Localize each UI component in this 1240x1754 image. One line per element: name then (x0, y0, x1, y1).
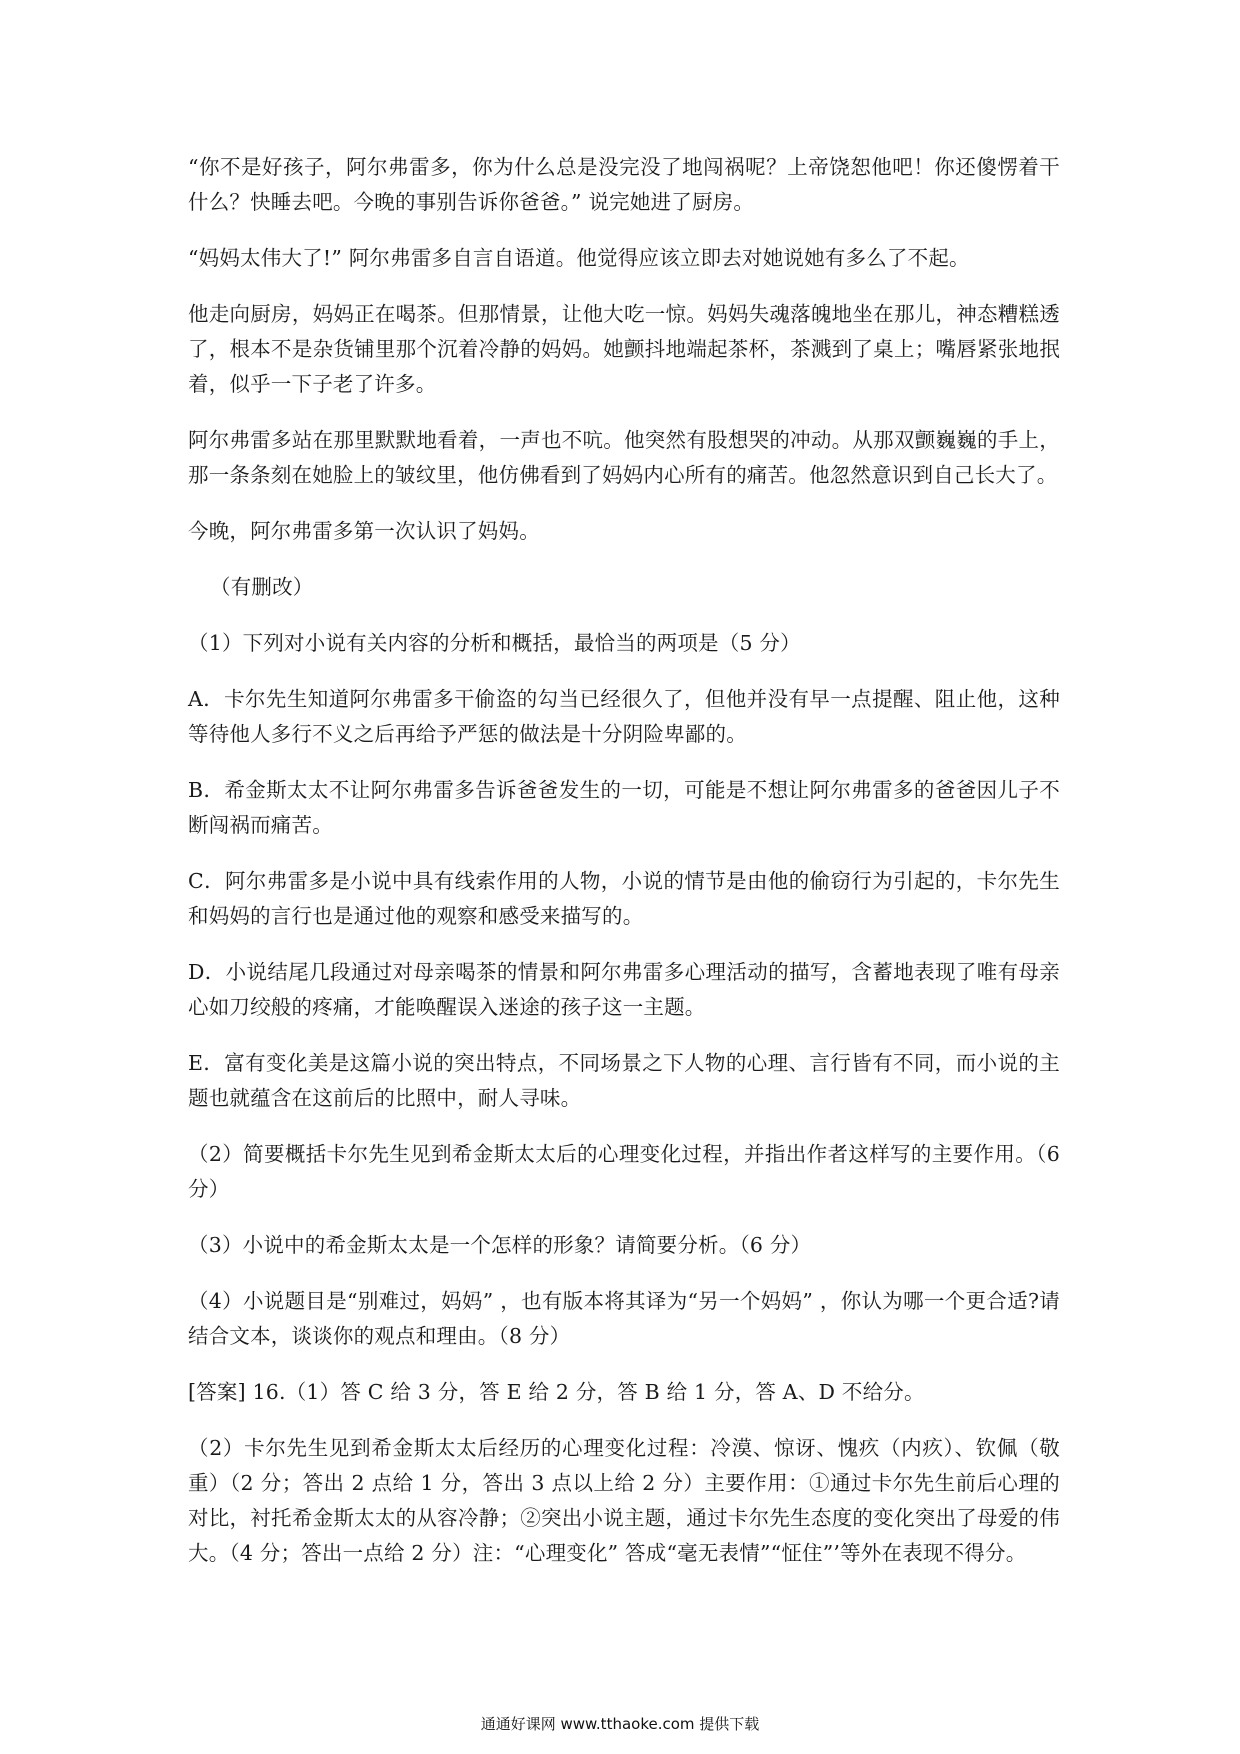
story-paragraph: 阿尔弗雷多站在那里默默地看着，一声也不吭。他突然有股想哭的冲动。从那双颤巍巍的手上，那一条条刻在她脸上的皱纹里，他仿佛看到了妈妈内心所有的痛苦。他忽然意识到自己长大了。 (188, 428, 1060, 487)
answer-1: [答案] 16.（1）答 C 给 3 分，答 E 给 2 分，答 B 给 1 分，答 A、D 不给分。 (188, 1380, 925, 1404)
story-paragraph: “妈妈太伟大了!” 阿尔弗雷多自言自语道。他觉得应该立即去对她说她有多么了不起。 (188, 246, 970, 270)
question-1: （1）下列对小说有关内容的分析和概括，最恰当的两项是（5 分） (188, 631, 801, 655)
document-body (188, 150, 1060, 1592)
page-footer: 通通好课网 www.tthaoke.com 提供下载 (480, 1715, 760, 1733)
question-4: （4）小说题目是“别难过，妈妈” ，也有版本将其译为“另一个妈妈” ，你认为哪一个更合适?请结合文本，谈谈你的观点和理由。（8 分） (188, 1289, 1060, 1348)
answer-2: （2）卡尔先生见到希金斯太太后经历的心理变化过程：冷漠、惊讶、愧疚（内疚）、钦佩（敬重）（2 分；答出 2 点给 1 分，答出 3 点以上给 2 分）主要作用：①通过卡尔先生前后心理的对比，衬托希金斯太太的从容冷静；②突出小说主题，通过卡尔先生态度的变化突出了母爱的伟大。（4 分；答出一点给 2 分）注：“心理变化” 答成“毫无表情”“怔住”’等外在表现不得分。 (188, 1436, 1060, 1565)
story-paragraph: 他走向厨房，妈妈正在喝茶。但那情景，让他大吃一惊。妈妈失魂落魄地坐在那儿，神态糟糕透了，根本不是杂货铺里那个沉着冷静的妈妈。她颤抖地端起茶杯，茶溅到了桌上；嘴唇紧张地抿着，似乎一下子老了许多。 (188, 302, 1060, 396)
option-e: E．富有变化美是这篇小说的突出特点，不同场景之下人物的心理、言行皆有不同，而小说的主题也就蕴含在这前后的比照中，耐人寻味。 (188, 1051, 1060, 1110)
option-b: B．希金斯太太不让阿尔弗雷多告诉爸爸发生的一切，可能是不想让阿尔弗雷多的爸爸因儿子不断闯祸而痛苦。 (188, 778, 1060, 837)
option-c: C．阿尔弗雷多是小说中具有线索作用的人物，小说的情节是由他的偷窃行为引起的，卡尔先生和妈妈的言行也是通过他的观察和感受来描写的。 (188, 869, 1060, 928)
story-paragraph: 今晚，阿尔弗雷多第一次认识了妈妈。 (188, 519, 540, 543)
edit-note: （有删改） (210, 575, 314, 599)
story-paragraph: “你不是好孩子，阿尔弗雷多，你为什么总是没完没了地闯祸呢？上帝饶恕他吧！你还傻愣着干什么？快睡去吧。今晚的事别告诉你爸爸。” 说完她进了厨房。 (188, 155, 1060, 214)
option-d: D．小说结尾几段通过对母亲喝茶的情景和阿尔弗雷多心理活动的描写，含蓄地表现了唯有母亲心如刀绞般的疼痛，才能唤醒误入迷途的孩子这一主题。 (188, 960, 1060, 1019)
question-3: （3）小说中的希金斯太太是一个怎样的形象？请简要分析。（6 分） (188, 1233, 812, 1257)
question-2: （2）简要概括卡尔先生见到希金斯太太后的心理变化过程，并指出作者这样写的主要作用。（6 分） (188, 1142, 1060, 1201)
option-a: A．卡尔先生知道阿尔弗雷多干偷盗的勾当已经很久了，但他并没有早一点提醒、阻止他，这种等待他人多行不义之后再给予严惩的做法是十分阴险卑鄙的。 (188, 687, 1060, 746)
